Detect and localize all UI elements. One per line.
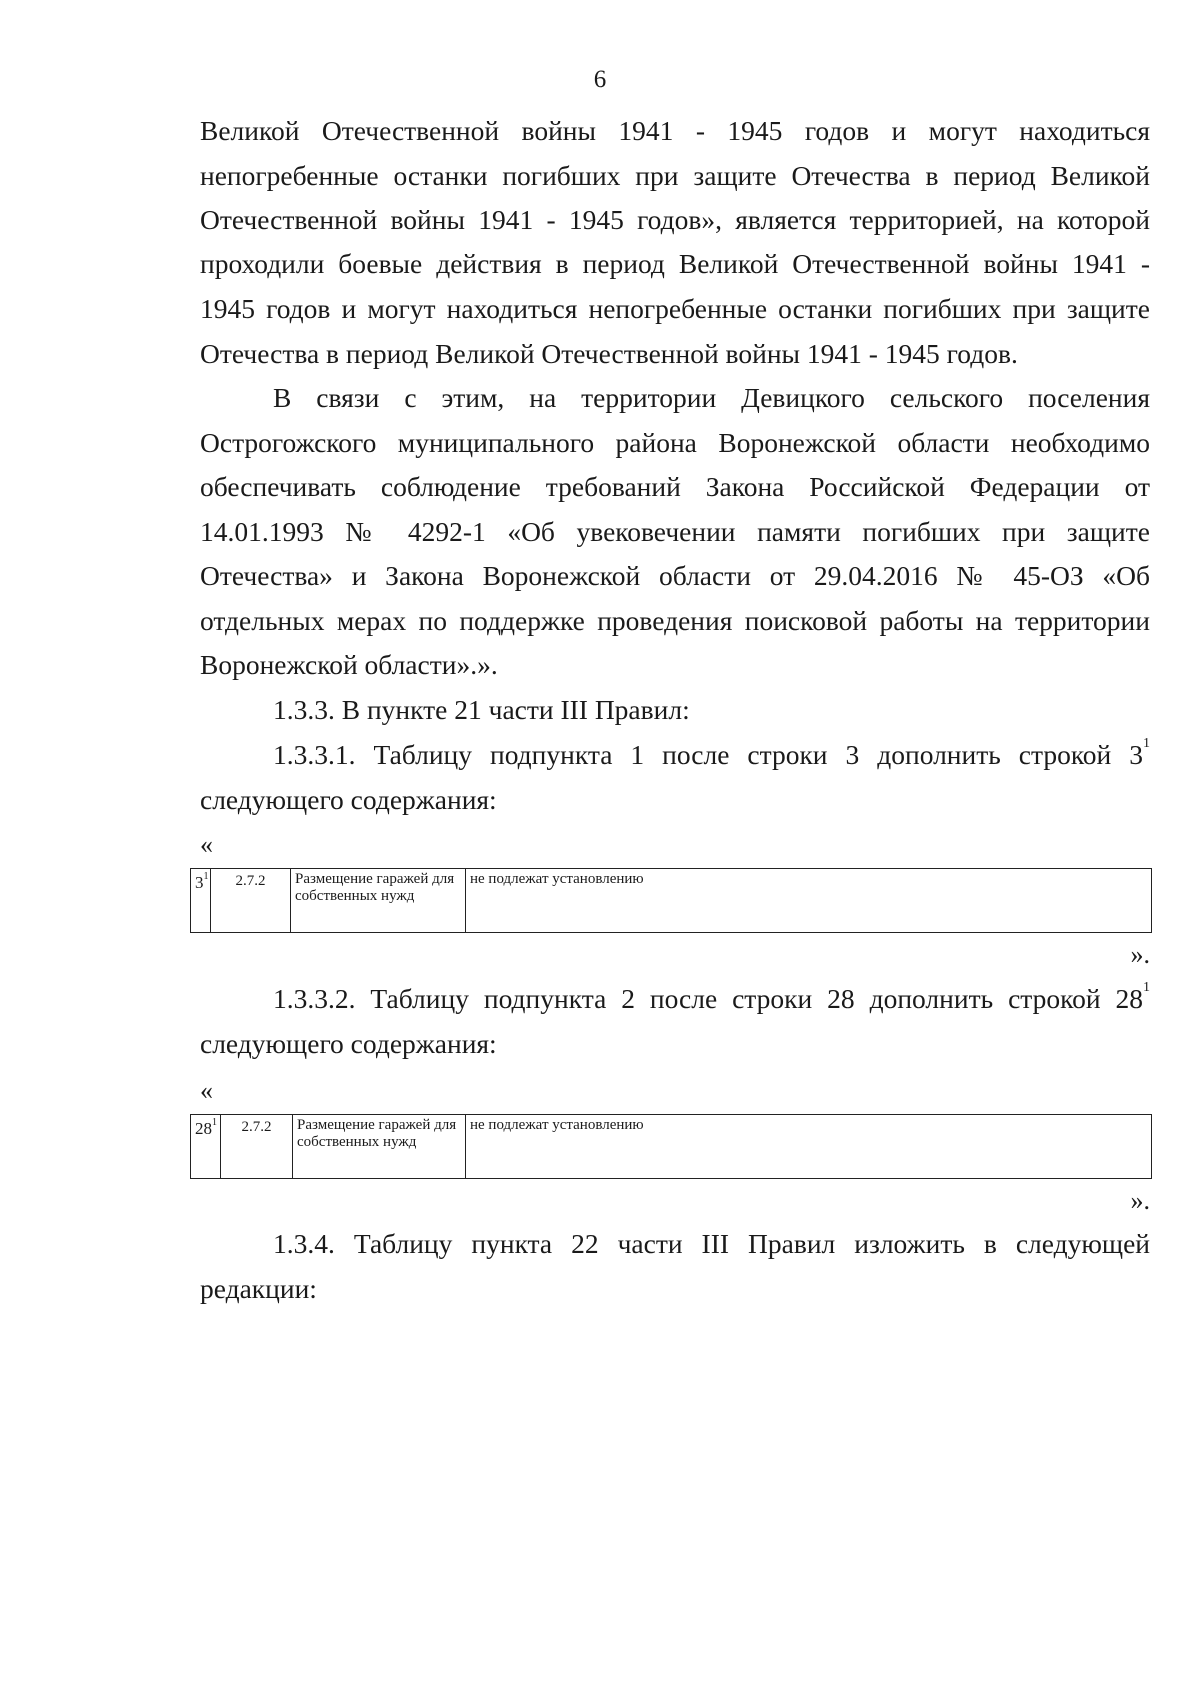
text-line: 1945 годов и могут находиться непогребенные останки погибших при защите <box>200 293 1150 324</box>
code-cell: 2.7.2 <box>221 1115 293 1179</box>
params-cell: не подлежат установлению <box>466 869 1152 933</box>
open-quote: « <box>200 1076 213 1105</box>
close-quote: ». <box>1130 940 1150 969</box>
params-cell: не подлежат установлению <box>466 1115 1152 1179</box>
text-line: В связи с этим, на территории Девицкого сельского поселения <box>273 382 1150 413</box>
text-line: Великой Отечественной войны 1941 - 1945 годов и могут находиться <box>200 115 1150 146</box>
page-number: 6 <box>593 66 607 93</box>
amendment-table-1 <box>190 868 1152 933</box>
superscript: 1 <box>1143 980 1150 995</box>
open-quote: « <box>200 830 213 859</box>
use-cell: Размещение гаражей для собственных нужд <box>291 869 466 933</box>
close-quote: ». <box>1130 1186 1150 1215</box>
text-line: Воронежской области».». <box>200 649 498 680</box>
section-heading: 1.3.3. В пункте 21 части III Правил: <box>273 694 690 725</box>
superscript: 1 <box>1143 736 1150 751</box>
text-line: непогребенные останки погибших при защите Отечества в период Великой <box>200 160 1150 191</box>
text-line: Острогожского муниципального района Воронежской области необходимо <box>200 427 1150 458</box>
amendment-table-2 <box>190 1114 1152 1179</box>
text-line: следующего содержания: <box>200 784 497 815</box>
text-line-body: 1.3.3.2. Таблицу подпункта 2 после строки 28 дополнить строкой 28 <box>273 983 1143 1014</box>
text-line <box>273 736 1150 770</box>
text-line: 14.01.1993 № 4292-1 «Об увековечении памяти погибших при защите <box>200 516 1150 547</box>
row-number-cell: $28^1$ <box>191 1115 221 1179</box>
text-line: редакции: <box>200 1273 317 1304</box>
table-row <box>191 869 1152 933</box>
row-number-cell: $3^1$ <box>191 869 211 933</box>
use-cell: Размещение гаражей для собственных нужд <box>293 1115 466 1179</box>
text-line: следующего содержания: <box>200 1028 497 1059</box>
text-line-body: 1.3.3.1. Таблицу подпункта 1 после строки 3 дополнить строкой 3 <box>273 739 1143 770</box>
text-line: Отечества в период Великой Отечественной войны 1941 - 1945 годов. <box>200 338 1018 369</box>
text-line <box>273 980 1150 1014</box>
code-cell: 2.7.2 <box>211 869 291 933</box>
text-line: проходили боевые действия в период Великой Отечественной войны 1941 - <box>200 248 1150 279</box>
text-line: 1.3.4. Таблицу пункта 22 части III Правил изложить в следующей <box>273 1228 1150 1259</box>
table-row <box>191 1115 1152 1179</box>
text-line: отдельных мерах по поддержке проведения поисковой работы на территории <box>200 605 1150 636</box>
text-line: Отечества» и Закона Воронежской области от 29.04.2016 № 45-ОЗ «Об <box>200 560 1150 591</box>
text-line: обеспечивать соблюдение требований Закона Российской Федерации от <box>200 471 1150 502</box>
text-line: Отечественной войны 1941 - 1945 годов», является территорией, на которой <box>200 204 1150 235</box>
